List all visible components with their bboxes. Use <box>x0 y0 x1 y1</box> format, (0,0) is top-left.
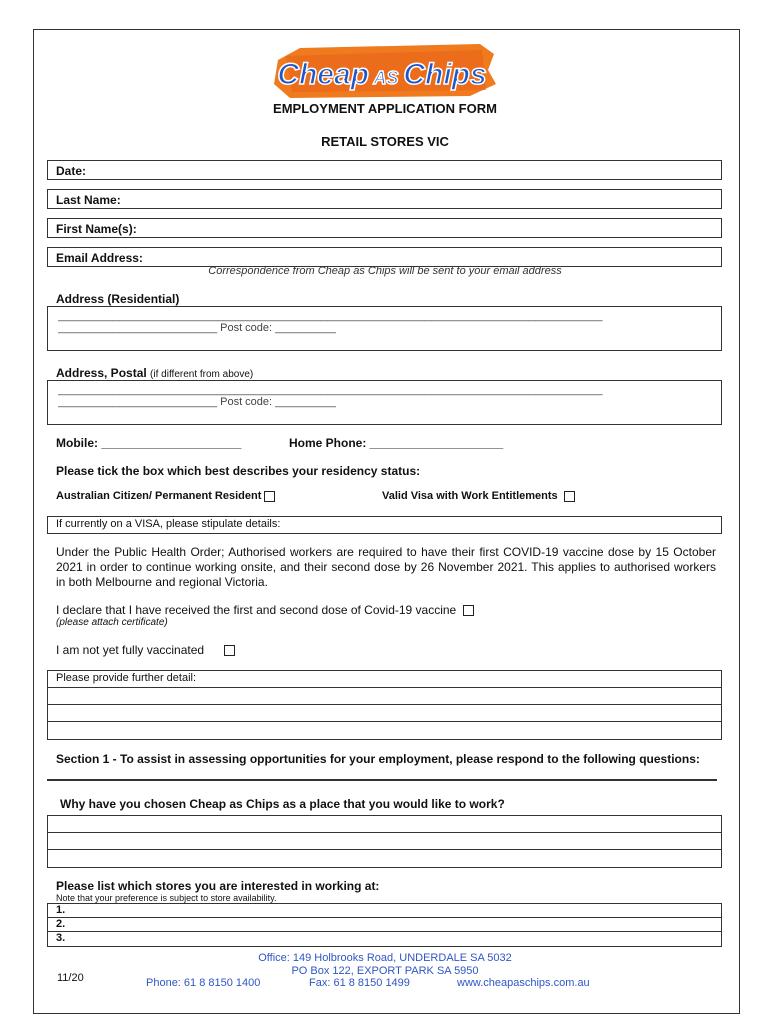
first-name-field[interactable] <box>47 218 722 238</box>
footer-fax: Fax: 61 8 8150 1499 <box>309 977 410 989</box>
stores-question: Please list which stores you are interested in working at: <box>56 879 380 893</box>
why-answer-row[interactable] <box>48 850 721 867</box>
postal-address-note: (if different from above) <box>150 369 254 380</box>
form-title: EMPLOYMENT APPLICATION FORM <box>273 101 497 116</box>
email-note: Correspondence from Cheap as Chips will be sent to your email address <box>208 265 562 277</box>
section1-divider <box>47 779 717 781</box>
why-answer-row[interactable] <box>48 833 721 850</box>
attach-certificate-note: (please attach certificate) <box>56 617 168 628</box>
residential-address-box[interactable] <box>47 306 722 351</box>
date-field[interactable] <box>47 160 722 180</box>
not-vaccinated[interactable]: I am not yet fully vaccinated <box>56 643 235 657</box>
residency-question: Please tick the box which best describes your residency status: <box>56 464 421 478</box>
stores-list-box[interactable] <box>47 903 722 947</box>
svg-text:Cheap AS Chips: Cheap AS Chips <box>277 58 487 91</box>
visa-checkbox[interactable] <box>564 491 575 502</box>
further-detail-row[interactable] <box>48 705 721 722</box>
section1-heading: Section 1 - To assist in assessing opportunities for your employment, please respond to the following questions: <box>56 752 700 766</box>
covid-notice: Under the Public Health Order; Authorised workers are required to have their first COVID-19 vaccine dose by 15 October 2021 in order to continue working onsite, and their second dose by 26 November 2021. This applies to authorised workers in both Melbourne and regional Victoria. <box>56 545 716 589</box>
postal-address-label: Address, Postal (if different from above) <box>56 366 254 380</box>
further-detail-box[interactable] <box>47 670 722 740</box>
store-row-1[interactable]: 1. <box>48 904 721 918</box>
postal-address-line2: __________________________ Post code: __________ <box>58 396 337 408</box>
residential-address-label: Address (Residential) <box>56 292 180 306</box>
footer-po-box: PO Box 122, EXPORT PARK SA 5950 <box>291 965 479 977</box>
email-label: Email Address: <box>56 251 143 265</box>
covid-declare[interactable]: I declare that I have received the first and second dose of Covid-19 vaccine <box>56 603 474 617</box>
email-field[interactable] <box>47 247 722 267</box>
cheap-as-chips-logo <box>270 40 500 102</box>
further-detail-row[interactable] <box>48 688 721 705</box>
footer-website[interactable]: www.cheapaschips.com.au <box>457 977 590 989</box>
residential-address-line2: __________________________ Post code: __________ <box>58 322 337 334</box>
postal-address-line1: _________________________________________________________________________________________ <box>58 384 603 396</box>
why-answer-box[interactable] <box>47 815 722 868</box>
form-version: 11/20 <box>57 972 84 984</box>
footer-office-address: Office: 149 Holbrooks Road, UNDERDALE SA 5032 <box>258 952 512 964</box>
why-answer-row[interactable] <box>48 816 721 833</box>
residential-address-line1: _________________________________________________________________________________________ <box>58 310 603 322</box>
residency-option-citizen[interactable]: Australian Citizen/ Permanent Resident <box>56 490 275 502</box>
first-name-label: First Name(s): <box>56 222 137 236</box>
why-question: Why have you chosen Cheap as Chips as a place that you would like to work? <box>60 797 505 811</box>
further-detail-row[interactable] <box>48 722 721 739</box>
visa-details-box[interactable] <box>47 516 722 534</box>
visa-details-label: If currently on a VISA, please stipulate details: <box>56 518 281 530</box>
store-row-2[interactable]: 2. <box>48 918 721 932</box>
date-label: Date: <box>56 164 87 178</box>
home-phone-field[interactable]: Home Phone: ____________________ <box>289 436 504 450</box>
citizen-checkbox[interactable] <box>264 491 275 502</box>
stores-note: Note that your preference is subject to store availability. <box>56 893 277 903</box>
not-vaccinated-checkbox[interactable] <box>224 645 235 656</box>
store-row-3[interactable]: 3. <box>56 932 66 944</box>
last-name-field[interactable] <box>47 189 722 209</box>
vaccinated-checkbox[interactable] <box>463 605 474 616</box>
form-subtitle: RETAIL STORES VIC <box>321 134 449 149</box>
further-detail-label: Please provide further detail: <box>48 671 721 688</box>
footer-phone: Phone: 61 8 8150 1400 <box>146 977 261 989</box>
postal-address-box[interactable] <box>47 380 722 425</box>
mobile-field[interactable]: Mobile: _____________________ <box>56 436 242 450</box>
residency-option-visa[interactable]: Valid Visa with Work Entitlements <box>382 490 575 502</box>
last-name-label: Last Name: <box>56 193 121 207</box>
